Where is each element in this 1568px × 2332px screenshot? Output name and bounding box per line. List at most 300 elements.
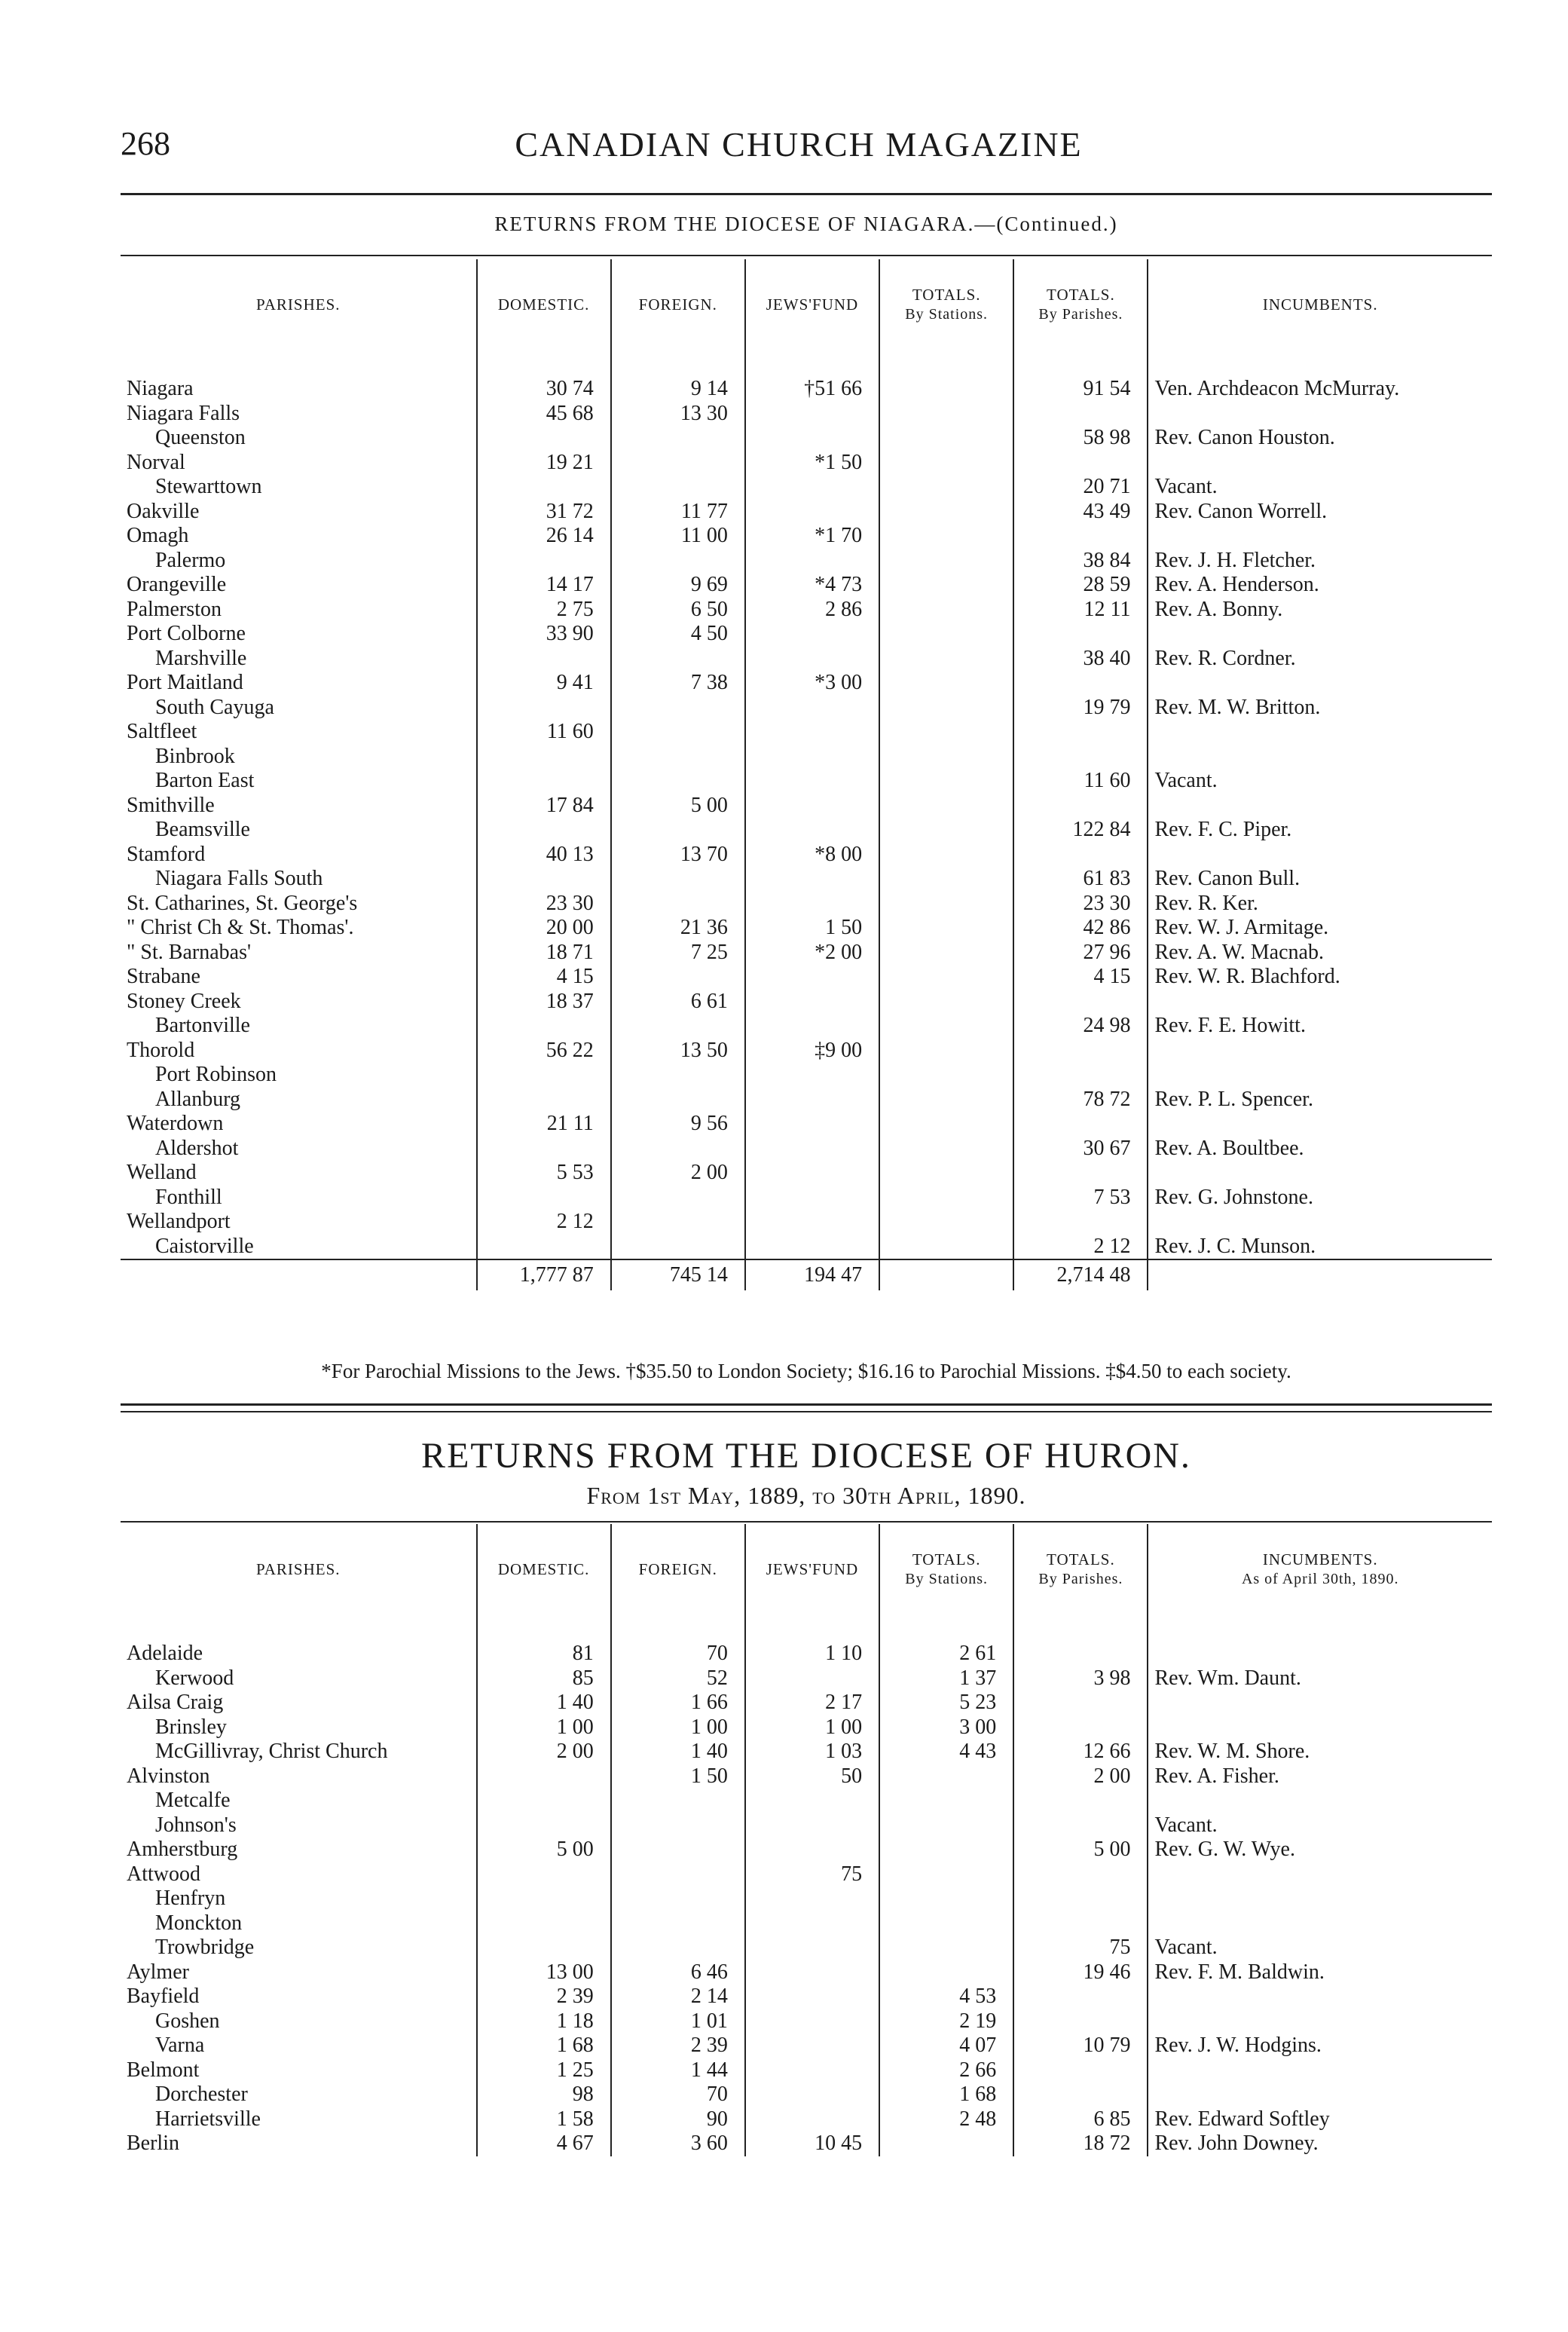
stations-cell bbox=[879, 1235, 1013, 1260]
column-sublabel: By Stations. bbox=[905, 1571, 989, 1587]
huron-title: RETURNS FROM THE DIOCESE OF HURON. bbox=[421, 1436, 1191, 1476]
parish-cell: Goshen bbox=[155, 2009, 220, 2033]
table-row bbox=[121, 1789, 1492, 1813]
column-header bbox=[121, 1524, 477, 1614]
incumbent-cell bbox=[1148, 524, 1492, 549]
parishes-cell: 38 40 bbox=[1013, 647, 1148, 672]
stations-cell bbox=[879, 720, 1013, 745]
foreign-cell: 4 50 bbox=[611, 622, 745, 647]
jews-cell: 1 03 bbox=[745, 1740, 879, 1764]
foreign-cell: 70 bbox=[611, 1642, 745, 1666]
foreign-cell bbox=[611, 1838, 745, 1862]
column-header bbox=[1148, 259, 1492, 350]
jews-cell bbox=[745, 2107, 879, 2132]
parish-cell: Waterdown bbox=[127, 1112, 224, 1136]
table-row bbox=[121, 2107, 1492, 2132]
parishes-cell: 58 98 bbox=[1013, 426, 1148, 451]
stations-cell bbox=[879, 745, 1013, 770]
column-header bbox=[745, 1524, 879, 1614]
domestic-cell: 14 17 bbox=[477, 573, 611, 598]
foreign-cell: 1 00 bbox=[611, 1715, 745, 1740]
parish-cell: Monckton bbox=[155, 1911, 243, 1935]
header-row bbox=[121, 1524, 1492, 1614]
parish-cell: Metcalfe bbox=[155, 1789, 231, 1813]
stations-cell: 5 23 bbox=[879, 1691, 1013, 1715]
total-parishes: 2,714 48 bbox=[1013, 1259, 1148, 1290]
table-row bbox=[121, 1039, 1492, 1063]
parish-cell: St. Catharines, St. George's bbox=[127, 891, 358, 915]
foreign-cell: 9 69 bbox=[611, 573, 745, 598]
parishes-cell bbox=[1013, 794, 1148, 819]
parishes-cell: 78 72 bbox=[1013, 1088, 1148, 1112]
domestic-cell: 18 71 bbox=[477, 941, 611, 966]
stations-cell bbox=[879, 1789, 1013, 1813]
domestic-cell: 19 21 bbox=[477, 451, 611, 476]
foreign-cell: 7 25 bbox=[611, 941, 745, 966]
column-header bbox=[1013, 259, 1148, 350]
incumbent-cell: Rev. A. Fisher. bbox=[1148, 1764, 1492, 1789]
table-row bbox=[121, 1960, 1492, 1985]
foreign-cell: 6 46 bbox=[611, 1960, 745, 1985]
stations-cell bbox=[879, 1063, 1013, 1088]
foreign-cell bbox=[611, 1088, 745, 1112]
column-sublabel: By Parishes. bbox=[1038, 1571, 1123, 1587]
incumbent-cell bbox=[1148, 451, 1492, 476]
domestic-cell bbox=[477, 1862, 611, 1887]
stations-cell bbox=[879, 500, 1013, 525]
incumbent-cell: Rev. A. Boultbee. bbox=[1148, 1137, 1492, 1161]
parishes-cell bbox=[1013, 2083, 1148, 2107]
table-row bbox=[121, 1210, 1492, 1235]
stations-cell bbox=[879, 1887, 1013, 1911]
parishes-cell bbox=[1013, 1789, 1148, 1813]
magazine-title: CANADIAN CHURCH MAGAZINE bbox=[515, 125, 1083, 164]
table-row bbox=[121, 2009, 1492, 2034]
domestic-cell bbox=[477, 647, 611, 672]
column-header bbox=[611, 1524, 745, 1614]
spacer-cell bbox=[879, 350, 1013, 377]
parishes-cell bbox=[1013, 1161, 1148, 1186]
jews-cell: 2 86 bbox=[745, 598, 879, 623]
column-label: DOMESTIC. bbox=[497, 1560, 590, 1578]
jews-cell bbox=[745, 1911, 879, 1936]
parishes-cell bbox=[1013, 2009, 1148, 2034]
stations-cell bbox=[879, 2132, 1013, 2156]
jews-cell: *1 70 bbox=[745, 524, 879, 549]
parishes-cell bbox=[1013, 1985, 1148, 2009]
column-header bbox=[879, 259, 1013, 350]
incumbent-cell: Ven. Archdeacon McMurray. bbox=[1148, 377, 1492, 402]
domestic-cell bbox=[477, 1936, 611, 1960]
incumbent-cell bbox=[1148, 2083, 1492, 2107]
jews-cell bbox=[745, 1813, 879, 1838]
incumbent-cell: Rev. Edward Softley bbox=[1148, 2107, 1492, 2132]
spacer-cell bbox=[121, 350, 477, 377]
jews-cell: ‡9 00 bbox=[745, 1039, 879, 1063]
table-row bbox=[121, 1642, 1492, 1666]
niagara-table-body bbox=[121, 350, 1492, 1290]
stations-cell bbox=[879, 622, 1013, 647]
stations-cell bbox=[879, 941, 1013, 966]
incumbent-cell bbox=[1148, 1911, 1492, 1936]
total-stations bbox=[879, 1259, 1013, 1290]
incumbent-cell: Rev. M. W. Britton. bbox=[1148, 696, 1492, 721]
parishes-cell bbox=[1013, 671, 1148, 696]
column-header bbox=[477, 259, 611, 350]
foreign-cell bbox=[611, 1789, 745, 1813]
parish-cell: Trowbridge bbox=[155, 1936, 255, 1960]
stations-cell bbox=[879, 965, 1013, 990]
parish-cell: Palmerston bbox=[127, 597, 222, 621]
stations-cell bbox=[879, 867, 1013, 892]
parish-cell: " Christ Ch & St. Thomas'. bbox=[127, 916, 354, 940]
column-sublabel: By Parishes. bbox=[1038, 306, 1123, 323]
stations-cell: 2 66 bbox=[879, 2058, 1013, 2083]
table-row bbox=[121, 426, 1492, 451]
parishes-cell: 18 72 bbox=[1013, 2132, 1148, 2156]
spacer-cell bbox=[1013, 350, 1148, 377]
stations-cell: 3 00 bbox=[879, 1715, 1013, 1740]
jews-cell bbox=[745, 1666, 879, 1691]
parishes-cell: 38 84 bbox=[1013, 549, 1148, 574]
stations-cell bbox=[879, 1210, 1013, 1235]
foreign-cell: 9 14 bbox=[611, 377, 745, 402]
stations-cell bbox=[879, 573, 1013, 598]
incumbent-cell bbox=[1148, 402, 1492, 427]
column-header bbox=[611, 259, 745, 350]
table-row bbox=[121, 941, 1492, 966]
parish-cell: Aylmer bbox=[127, 1960, 189, 1984]
table-row bbox=[121, 1838, 1492, 1862]
domestic-cell bbox=[477, 1789, 611, 1813]
domestic-cell: 2 39 bbox=[477, 1985, 611, 2009]
jews-cell bbox=[745, 818, 879, 843]
table-row bbox=[121, 1691, 1492, 1715]
stations-cell bbox=[879, 1088, 1013, 1112]
parishes-cell: 2 00 bbox=[1013, 1764, 1148, 1789]
jews-cell bbox=[745, 2083, 879, 2107]
column-label: TOTALS. bbox=[1047, 1550, 1115, 1568]
foreign-cell: 21 36 bbox=[611, 916, 745, 941]
stations-cell bbox=[879, 1039, 1013, 1063]
parish-cell: Thorold bbox=[127, 1038, 195, 1062]
jews-cell: *4 73 bbox=[745, 573, 879, 598]
column-label: INCUMBENTS. bbox=[1262, 1550, 1378, 1568]
foreign-cell: 13 50 bbox=[611, 1039, 745, 1063]
table-row bbox=[121, 745, 1492, 770]
incumbent-cell: Rev. Canon Bull. bbox=[1148, 867, 1492, 892]
parish-cell: Marshville bbox=[155, 646, 247, 670]
jews-cell: 2 17 bbox=[745, 1691, 879, 1715]
parishes-cell: 122 84 bbox=[1013, 818, 1148, 843]
foreign-cell: 1 66 bbox=[611, 1691, 745, 1715]
foreign-cell: 52 bbox=[611, 1666, 745, 1691]
incumbent-cell bbox=[1148, 794, 1492, 819]
domestic-cell: 2 75 bbox=[477, 598, 611, 623]
jews-cell bbox=[745, 745, 879, 770]
spacer-cell bbox=[745, 1614, 879, 1642]
stations-cell: 1 37 bbox=[879, 1666, 1013, 1691]
jews-cell bbox=[745, 1936, 879, 1960]
table-row bbox=[121, 1911, 1492, 1936]
parish-cell: Norval bbox=[127, 450, 185, 474]
jews-cell bbox=[745, 1088, 879, 1112]
parish-cell: Oakville bbox=[127, 499, 200, 523]
stations-cell: 2 48 bbox=[879, 2107, 1013, 2132]
domestic-cell bbox=[477, 1235, 611, 1260]
foreign-cell: 2 39 bbox=[611, 2034, 745, 2058]
parish-cell: Aldershot bbox=[155, 1136, 239, 1160]
domestic-cell: 85 bbox=[477, 1666, 611, 1691]
domestic-cell: 9 41 bbox=[477, 671, 611, 696]
domestic-cell bbox=[477, 1764, 611, 1789]
incumbent-cell bbox=[1148, 1715, 1492, 1740]
stations-cell: 2 19 bbox=[879, 2009, 1013, 2034]
parish-cell: Kerwood bbox=[155, 1666, 234, 1690]
niagara-returns-table bbox=[121, 259, 1492, 1290]
parish-cell: Strabane bbox=[127, 965, 200, 989]
incumbent-cell: Rev. A. Henderson. bbox=[1148, 573, 1492, 598]
incumbent-cell: Rev. A. W. Macnab. bbox=[1148, 941, 1492, 966]
page-number: 268 bbox=[121, 125, 170, 162]
table-row bbox=[121, 377, 1492, 402]
jews-cell bbox=[745, 402, 879, 427]
jews-cell bbox=[745, 2009, 879, 2034]
table-row bbox=[121, 1985, 1492, 2009]
domestic-cell: 1 00 bbox=[477, 1715, 611, 1740]
domestic-cell bbox=[477, 696, 611, 721]
table-row bbox=[121, 598, 1492, 623]
incumbent-cell bbox=[1148, 1161, 1492, 1186]
table-row bbox=[121, 1014, 1492, 1039]
jews-cell bbox=[745, 1210, 879, 1235]
stations-cell bbox=[879, 1764, 1013, 1789]
spacer-cell bbox=[611, 350, 745, 377]
incumbent-cell bbox=[1148, 1691, 1492, 1715]
totals-label-cell bbox=[121, 1259, 477, 1290]
parish-cell: Allanburg bbox=[155, 1087, 241, 1111]
foreign-cell: 7 38 bbox=[611, 671, 745, 696]
jews-cell bbox=[745, 1112, 879, 1137]
table-row bbox=[121, 1936, 1492, 1960]
column-label: TOTALS. bbox=[912, 1550, 981, 1568]
table-row bbox=[121, 622, 1492, 647]
column-label: FOREIGN. bbox=[638, 1560, 717, 1578]
parish-cell: Wellandport bbox=[127, 1210, 231, 1234]
jews-cell bbox=[745, 1137, 879, 1161]
parish-cell: Welland bbox=[127, 1161, 197, 1185]
total-jews: 194 47 bbox=[745, 1259, 879, 1290]
parish-cell: " St. Barnabas' bbox=[127, 940, 252, 964]
parish-cell: Varna bbox=[155, 2034, 205, 2058]
parish-cell: Dorchester bbox=[155, 2083, 248, 2107]
incumbent-cell bbox=[1148, 1887, 1492, 1911]
stations-cell bbox=[879, 990, 1013, 1015]
foreign-cell: 70 bbox=[611, 2083, 745, 2107]
incumbent-cell bbox=[1148, 2009, 1492, 2034]
incumbent-cell: Rev. W. R. Blachford. bbox=[1148, 965, 1492, 990]
table-row bbox=[121, 1063, 1492, 1088]
parish-cell: Omagh bbox=[127, 524, 189, 548]
column-label: INCUMBENTS. bbox=[1262, 295, 1378, 314]
stations-cell bbox=[879, 451, 1013, 476]
parish-cell: Niagara Falls South bbox=[155, 867, 323, 891]
table-row bbox=[121, 892, 1492, 917]
parish-cell: Harrietsville bbox=[155, 2107, 261, 2131]
jews-cell: 10 45 bbox=[745, 2132, 879, 2156]
table-row bbox=[121, 1088, 1492, 1112]
column-header bbox=[121, 259, 477, 350]
table-row bbox=[121, 2058, 1492, 2083]
parish-cell: Fonthill bbox=[155, 1185, 222, 1209]
domestic-cell bbox=[477, 1088, 611, 1112]
column-label: TOTALS. bbox=[912, 286, 981, 304]
foreign-cell bbox=[611, 1137, 745, 1161]
foreign-cell: 2 00 bbox=[611, 1161, 745, 1186]
parishes-cell bbox=[1013, 2058, 1148, 2083]
stations-cell bbox=[879, 1936, 1013, 1960]
stations-cell bbox=[879, 1186, 1013, 1210]
incumbent-cell bbox=[1148, 622, 1492, 647]
parishes-cell: 7 53 bbox=[1013, 1186, 1148, 1210]
parishes-cell: 30 67 bbox=[1013, 1137, 1148, 1161]
parishes-cell bbox=[1013, 1691, 1148, 1715]
domestic-cell: 26 14 bbox=[477, 524, 611, 549]
foreign-cell bbox=[611, 965, 745, 990]
domestic-cell: 33 90 bbox=[477, 622, 611, 647]
jews-cell: †51 66 bbox=[745, 377, 879, 402]
domestic-cell bbox=[477, 549, 611, 574]
incumbent-cell: Rev. J. H. Fletcher. bbox=[1148, 549, 1492, 574]
incumbent-cell: Rev. Canon Worrell. bbox=[1148, 500, 1492, 525]
stations-cell: 4 43 bbox=[879, 1740, 1013, 1764]
parishes-cell: 23 30 bbox=[1013, 892, 1148, 917]
parishes-cell: 6 85 bbox=[1013, 2107, 1148, 2132]
parishes-cell: 20 71 bbox=[1013, 475, 1148, 500]
parishes-cell bbox=[1013, 1715, 1148, 1740]
table-row bbox=[121, 1862, 1492, 1887]
jews-cell: *3 00 bbox=[745, 671, 879, 696]
jews-cell: *1 50 bbox=[745, 451, 879, 476]
parish-cell: Saltfleet bbox=[127, 720, 197, 744]
stations-cell bbox=[879, 1911, 1013, 1936]
stations-cell bbox=[879, 598, 1013, 623]
parishes-cell bbox=[1013, 1911, 1148, 1936]
parishes-cell: 28 59 bbox=[1013, 573, 1148, 598]
jews-cell bbox=[745, 1960, 879, 1985]
foreign-cell: 90 bbox=[611, 2107, 745, 2132]
jews-cell bbox=[745, 1985, 879, 2009]
parishes-cell: 91 54 bbox=[1013, 377, 1148, 402]
domestic-cell: 1 18 bbox=[477, 2009, 611, 2034]
foreign-cell: 2 14 bbox=[611, 1985, 745, 2009]
jews-cell bbox=[745, 1887, 879, 1911]
jews-cell bbox=[745, 867, 879, 892]
parishes-cell bbox=[1013, 402, 1148, 427]
table-row bbox=[121, 500, 1492, 525]
table-row bbox=[121, 818, 1492, 843]
stations-cell bbox=[879, 892, 1013, 917]
parishes-cell: 75 bbox=[1013, 1936, 1148, 1960]
table-row bbox=[121, 1235, 1492, 1260]
domestic-cell bbox=[477, 769, 611, 794]
incumbent-cell bbox=[1148, 1039, 1492, 1063]
foreign-cell bbox=[611, 1014, 745, 1039]
parish-cell: Port Robinson bbox=[155, 1063, 277, 1087]
table-row bbox=[121, 1887, 1492, 1911]
parishes-cell: 12 11 bbox=[1013, 598, 1148, 623]
table-row bbox=[121, 573, 1492, 598]
table-row bbox=[121, 2083, 1492, 2107]
parish-cell: Berlin bbox=[127, 2132, 179, 2156]
huron-title-rule bbox=[121, 1521, 1492, 1523]
parish-cell: Henfryn bbox=[155, 1887, 226, 1911]
jews-cell bbox=[745, 990, 879, 1015]
incumbent-cell bbox=[1148, 1862, 1492, 1887]
huron-table-body bbox=[121, 1614, 1492, 2156]
foreign-cell: 6 61 bbox=[611, 990, 745, 1015]
parishes-cell: 4 15 bbox=[1013, 965, 1148, 990]
totals-incumbent-cell bbox=[1148, 1259, 1492, 1290]
foreign-cell bbox=[611, 818, 745, 843]
domestic-cell: 56 22 bbox=[477, 1039, 611, 1063]
parish-cell: Stoney Creek bbox=[127, 989, 241, 1013]
table-row bbox=[121, 451, 1492, 476]
huron-returns-table bbox=[121, 1524, 1492, 2156]
foreign-cell: 3 60 bbox=[611, 2132, 745, 2156]
total-foreign: 745 14 bbox=[611, 1259, 745, 1290]
domestic-cell: 2 12 bbox=[477, 1210, 611, 1235]
incumbent-cell: Rev. R. Cordner. bbox=[1148, 647, 1492, 672]
section-divider-top bbox=[121, 1403, 1492, 1406]
domestic-cell: 18 37 bbox=[477, 990, 611, 1015]
domestic-cell bbox=[477, 1014, 611, 1039]
incumbent-cell bbox=[1148, 745, 1492, 770]
table-row bbox=[121, 2132, 1492, 2156]
stations-cell bbox=[879, 843, 1013, 868]
table-row bbox=[121, 769, 1492, 794]
parish-cell: Amherstburg bbox=[127, 1838, 238, 1862]
domestic-cell: 11 60 bbox=[477, 720, 611, 745]
foreign-cell bbox=[611, 769, 745, 794]
incumbent-cell bbox=[1148, 671, 1492, 696]
stations-cell: 2 61 bbox=[879, 1642, 1013, 1666]
huron-subtitle: From 1st May, 1889, to 30th April, 1890. bbox=[586, 1482, 1026, 1509]
table-row bbox=[121, 402, 1492, 427]
foreign-cell bbox=[611, 1936, 745, 1960]
column-label: FOREIGN. bbox=[638, 295, 717, 314]
parishes-cell: 61 83 bbox=[1013, 867, 1148, 892]
total-domestic: 1,777 87 bbox=[477, 1259, 611, 1290]
incumbent-cell: Rev. F. M. Baldwin. bbox=[1148, 1960, 1492, 1985]
domestic-cell bbox=[477, 745, 611, 770]
foreign-cell bbox=[611, 647, 745, 672]
parishes-cell bbox=[1013, 1642, 1148, 1666]
foreign-cell: 13 30 bbox=[611, 402, 745, 427]
parish-cell: Queenston bbox=[155, 426, 246, 450]
stations-cell bbox=[879, 524, 1013, 549]
incumbent-cell bbox=[1148, 1210, 1492, 1235]
domestic-cell: 17 84 bbox=[477, 794, 611, 819]
parishes-cell: 5 00 bbox=[1013, 1838, 1148, 1862]
jews-cell bbox=[745, 2058, 879, 2083]
foreign-cell bbox=[611, 1862, 745, 1887]
parishes-cell bbox=[1013, 524, 1148, 549]
stations-cell bbox=[879, 696, 1013, 721]
incumbent-cell: Rev. G. Johnstone. bbox=[1148, 1186, 1492, 1210]
spacer-row bbox=[121, 350, 1492, 377]
jews-cell bbox=[745, 1789, 879, 1813]
